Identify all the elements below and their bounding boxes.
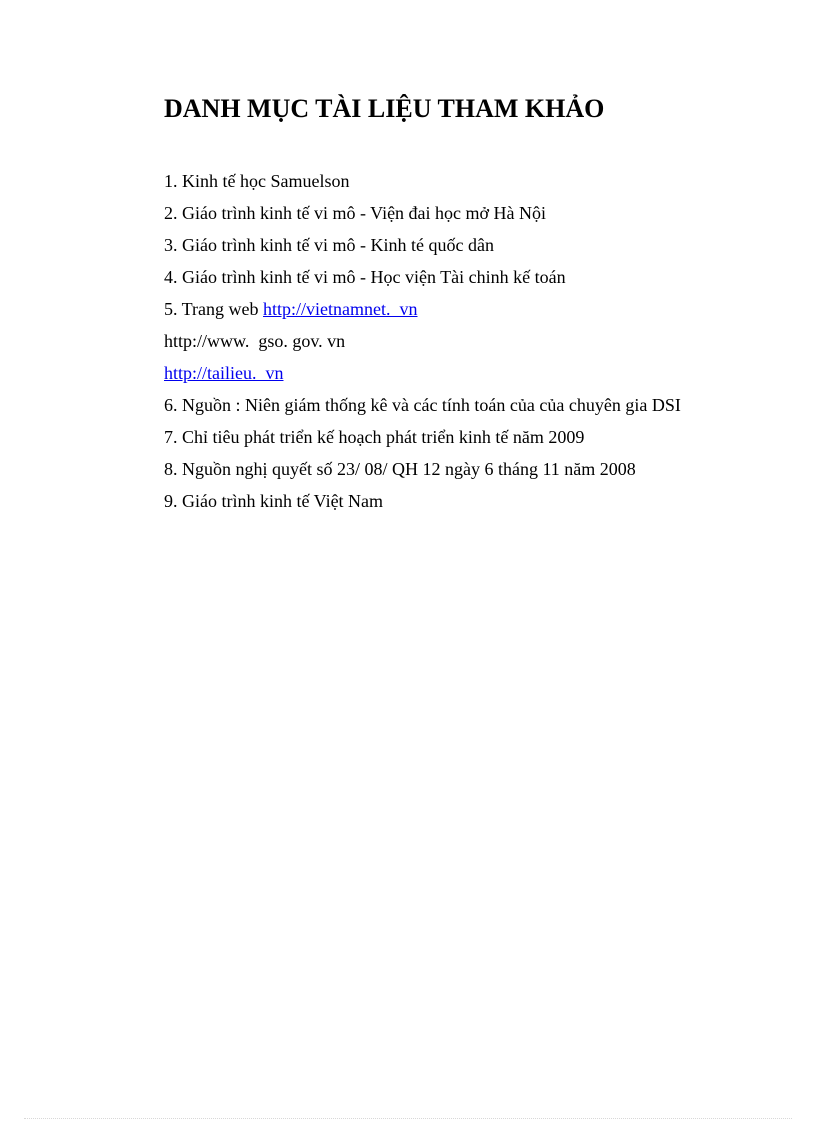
- reference-item-2: [164, 198, 681, 230]
- page-bottom-divider: [24, 1118, 792, 1119]
- reference-text: 7. Chỉ tiêu phát triển kế hoạch phát triển kinh tế năm 2009: [164, 427, 585, 447]
- reference-text: 1. Kinh tế học Samuelson: [164, 171, 350, 191]
- reference-item-7: [164, 422, 681, 454]
- reference-text: http://www. gso. gov. vn: [164, 331, 346, 351]
- tailieu-link[interactable]: http://tailieu. vn: [164, 363, 284, 383]
- reference-text: 6. Nguồn : Niên giám thống kê và các tính toán của của chuyên gia DSI: [164, 395, 681, 415]
- reference-text: 3. Giáo trình kinh tế vi mô - Kinh té quốc dân: [164, 235, 494, 255]
- reference-item-4: [164, 262, 681, 294]
- reference-item-1: [164, 166, 681, 198]
- reference-item-8: [164, 454, 681, 486]
- reference-item-5: [164, 294, 681, 326]
- reference-item-3: [164, 230, 681, 262]
- reference-text: 4. Giáo trình kinh tế vi mô - Học viện Tài chinh kế toán: [164, 267, 566, 287]
- reference-text: 9. Giáo trình kinh tế Việt Nam: [164, 491, 384, 511]
- reference-item-gso: [164, 326, 681, 358]
- page-title: DANH MỤC TÀI LIỆU THAM KHẢO: [164, 94, 605, 123]
- reference-list: [164, 166, 681, 518]
- reference-text: 5. Trang web: [164, 299, 264, 319]
- reference-text: 2. Giáo trình kinh tế vi mô - Viện đai học mở Hà Nội: [164, 203, 547, 223]
- reference-item-6: [164, 390, 681, 422]
- reference-text: 8. Nguồn nghị quyết số 23/ 08/ QH 12 ngày 6 tháng 11 năm 2008: [164, 459, 636, 479]
- reference-item-9: [164, 486, 681, 518]
- reference-item-tailieu: [164, 358, 681, 390]
- vietnamnet-link[interactable]: http://vietnamnet. vn: [263, 299, 418, 319]
